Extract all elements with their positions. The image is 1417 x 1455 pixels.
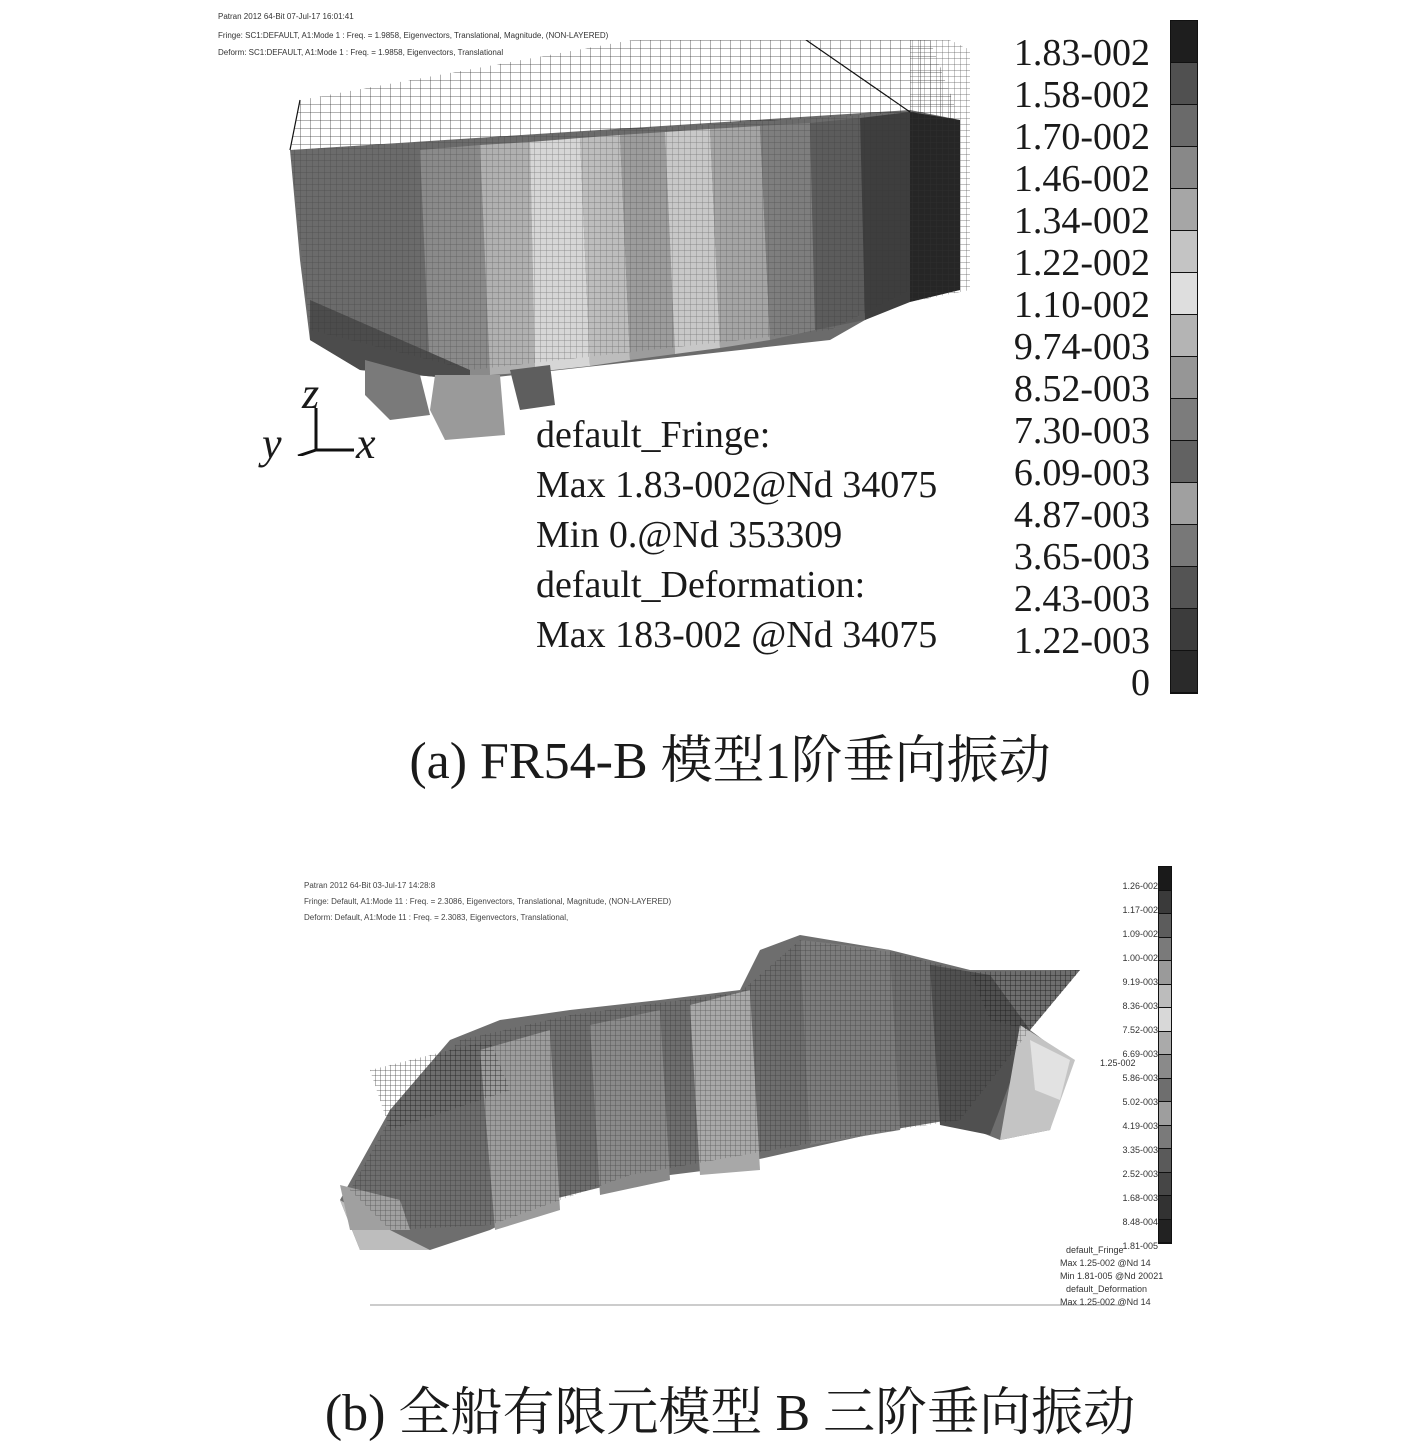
panel-a-info xyxy=(536,410,937,660)
color-bar-segment xyxy=(1159,1149,1171,1173)
color-bar-segment xyxy=(1171,189,1197,231)
panel-b-fe-model xyxy=(330,930,1120,1310)
scale-value: 1.10-002 xyxy=(1013,284,1150,326)
panel-b-scale-labels xyxy=(1080,874,1158,1258)
scale-value: 4.19-003 xyxy=(1122,1121,1158,1131)
color-bar-segment xyxy=(1159,1055,1171,1079)
color-bar-segment xyxy=(1159,1079,1171,1103)
color-bar-segment xyxy=(1171,63,1197,105)
color-bar-segment xyxy=(1171,483,1197,525)
color-bar-segment xyxy=(1159,891,1171,915)
color-bar-segment xyxy=(1171,567,1197,609)
color-bar-segment xyxy=(1171,651,1197,693)
scale-value: 0 xyxy=(1131,662,1150,704)
color-bar-segment xyxy=(1159,867,1171,891)
scale-value: 3.65-003 xyxy=(1013,536,1150,578)
panel-a-caption: (a) FR54-B 模型1阶垂向振动 xyxy=(409,733,1051,790)
scale-value: 4.87-003 xyxy=(1013,494,1150,536)
panel-a-axis-triad xyxy=(258,368,388,468)
color-bar-segment xyxy=(1171,525,1197,567)
panel-b-info xyxy=(1060,1244,1163,1309)
scale-value: 8.52-003 xyxy=(1013,368,1150,410)
color-bar-segment xyxy=(1171,231,1197,273)
color-bar-segment xyxy=(1159,1008,1171,1032)
panel-b-header xyxy=(304,880,671,924)
panel-b-header-line-3: Deform: Default, A1:Mode 11 : Freq. = 2.3083, Eigenvectors, Translational, xyxy=(304,913,569,922)
scale-value: 3.35-003 xyxy=(1122,1145,1158,1155)
scale-value: 6.09-003 xyxy=(1013,452,1150,494)
color-bar-segment xyxy=(1159,1126,1171,1150)
info-fringe-title: default_Fringe: xyxy=(536,414,771,456)
scale-value: 1.58-002 xyxy=(1013,74,1150,116)
info-b-fringe-min: Min 1.81-005 @Nd 20021 xyxy=(1060,1271,1164,1281)
color-bar-segment xyxy=(1159,1220,1171,1244)
color-bar-segment xyxy=(1159,1173,1171,1197)
color-bar-segment xyxy=(1171,21,1197,63)
panel-b-caption: (b) 全船有限元模型 B 三阶垂向振动 xyxy=(324,1385,1136,1442)
scale-value: 8.36-003 xyxy=(1122,1001,1158,1011)
axis-triad-icon xyxy=(288,406,358,456)
color-bar-segment xyxy=(1159,1196,1171,1220)
panel-a-header-line-1: Patran 2012 64-Bit 07-Jul-17 16:01:41 xyxy=(218,12,354,21)
color-bar-segment xyxy=(1171,441,1197,483)
info-deformation-max: Max 183-002 @Nd 34075 xyxy=(536,614,938,656)
color-bar-segment xyxy=(1171,273,1197,315)
scale-value: 1.46-002 xyxy=(1013,158,1150,200)
color-bar-segment xyxy=(1171,315,1197,357)
scale-value: 7.30-003 xyxy=(1013,410,1150,452)
scale-value: 7.52-003 xyxy=(1122,1025,1158,1035)
color-bar-segment xyxy=(1159,938,1171,962)
color-bar-segment xyxy=(1171,147,1197,189)
axis-x-label: x xyxy=(356,419,376,468)
info-fringe-max: Max 1.83-002@Nd 34075 xyxy=(536,464,938,506)
color-bar-segment xyxy=(1171,105,1197,147)
panel-b-header-line-1: Patran 2012 64-Bit 03-Jul-17 14:28:8 xyxy=(304,881,436,890)
info-deformation-title: default_Deformation: xyxy=(536,564,866,606)
color-bar-segment xyxy=(1159,914,1171,938)
axis-y-label: y xyxy=(262,419,282,468)
info-fringe-min: Min 0.@Nd 353309 xyxy=(536,514,843,556)
scale-value: 5.02-003 xyxy=(1122,1097,1158,1107)
scale-value: 1.83-002 xyxy=(1013,32,1150,74)
scale-value: 8.48-004 xyxy=(1122,1217,1158,1227)
scale-value: 1.81-005 xyxy=(1122,1241,1158,1251)
color-bar-segment xyxy=(1159,1102,1171,1126)
info-b-deformation-title: default_Deformation xyxy=(1066,1284,1148,1294)
color-bar-segment xyxy=(1159,961,1171,985)
info-b-deformation-max: Max 1.25-002 @Nd 14 xyxy=(1060,1297,1151,1307)
scale-value: 1.00-002 xyxy=(1122,953,1158,963)
scale-value: 1.09-002 xyxy=(1122,929,1158,939)
panel-b-color-bar xyxy=(1158,866,1172,1244)
panel-b-mesh xyxy=(350,940,1080,1230)
color-bar-segment xyxy=(1159,985,1171,1009)
scale-value: 1.68-003 xyxy=(1122,1193,1158,1203)
info-b-fringe-max: Max 1.25-002 @Nd 14 xyxy=(1060,1258,1151,1268)
axis-z-label: z xyxy=(302,369,320,418)
scale-value: 1.70-002 xyxy=(1013,116,1150,158)
scale-value: 6.69-003 xyxy=(1122,1049,1158,1059)
scale-value: 2.43-003 xyxy=(1013,578,1150,620)
color-bar-segment xyxy=(1171,357,1197,399)
color-bar-segment xyxy=(1171,399,1197,441)
scale-value: 9.74-003 xyxy=(1013,326,1150,368)
panel-a-scale-labels xyxy=(990,32,1150,704)
scale-value: 9.19-003 xyxy=(1122,977,1158,987)
scale-value: 5.86-003 xyxy=(1122,1073,1158,1083)
panel-b-header-line-2: Fringe: Default, A1:Mode 11 : Freq. = 2.3086, Eigenvectors, Translational, Magnitude, (NON-LAYERED) xyxy=(304,897,672,906)
scale-value: 1.34-002 xyxy=(1013,200,1150,242)
panel-b xyxy=(0,860,1417,1455)
info-b-fringe-title: default_Fringe xyxy=(1066,1245,1124,1255)
color-bar-segment xyxy=(1159,1032,1171,1056)
color-bar-segment xyxy=(1171,609,1197,651)
scale-value: 2.52-003 xyxy=(1122,1169,1158,1179)
scale-value: 1.26-002 xyxy=(1122,881,1158,891)
panel-a-header-line-3: Deform: SC1:DEFAULT, A1:Mode 1 : Freq. = 1.9858, Eigenvectors, Translational xyxy=(218,48,504,57)
panel-b-side-label: 1.25-002 xyxy=(1100,1058,1136,1068)
panel-a-color-bar xyxy=(1170,20,1198,694)
scale-value: 1.17-002 xyxy=(1122,905,1158,915)
panel-a-header-line-2: Fringe: SC1:DEFAULT, A1:Mode 1 : Freq. = 1.9858, Eigenvectors, Translational, Magnitude, (NON-LAYERED) xyxy=(218,31,609,40)
scale-value: 1.22-003 xyxy=(1013,620,1150,662)
scale-value: 1.22-002 xyxy=(1013,242,1150,284)
panel-a-mesh xyxy=(290,40,970,370)
